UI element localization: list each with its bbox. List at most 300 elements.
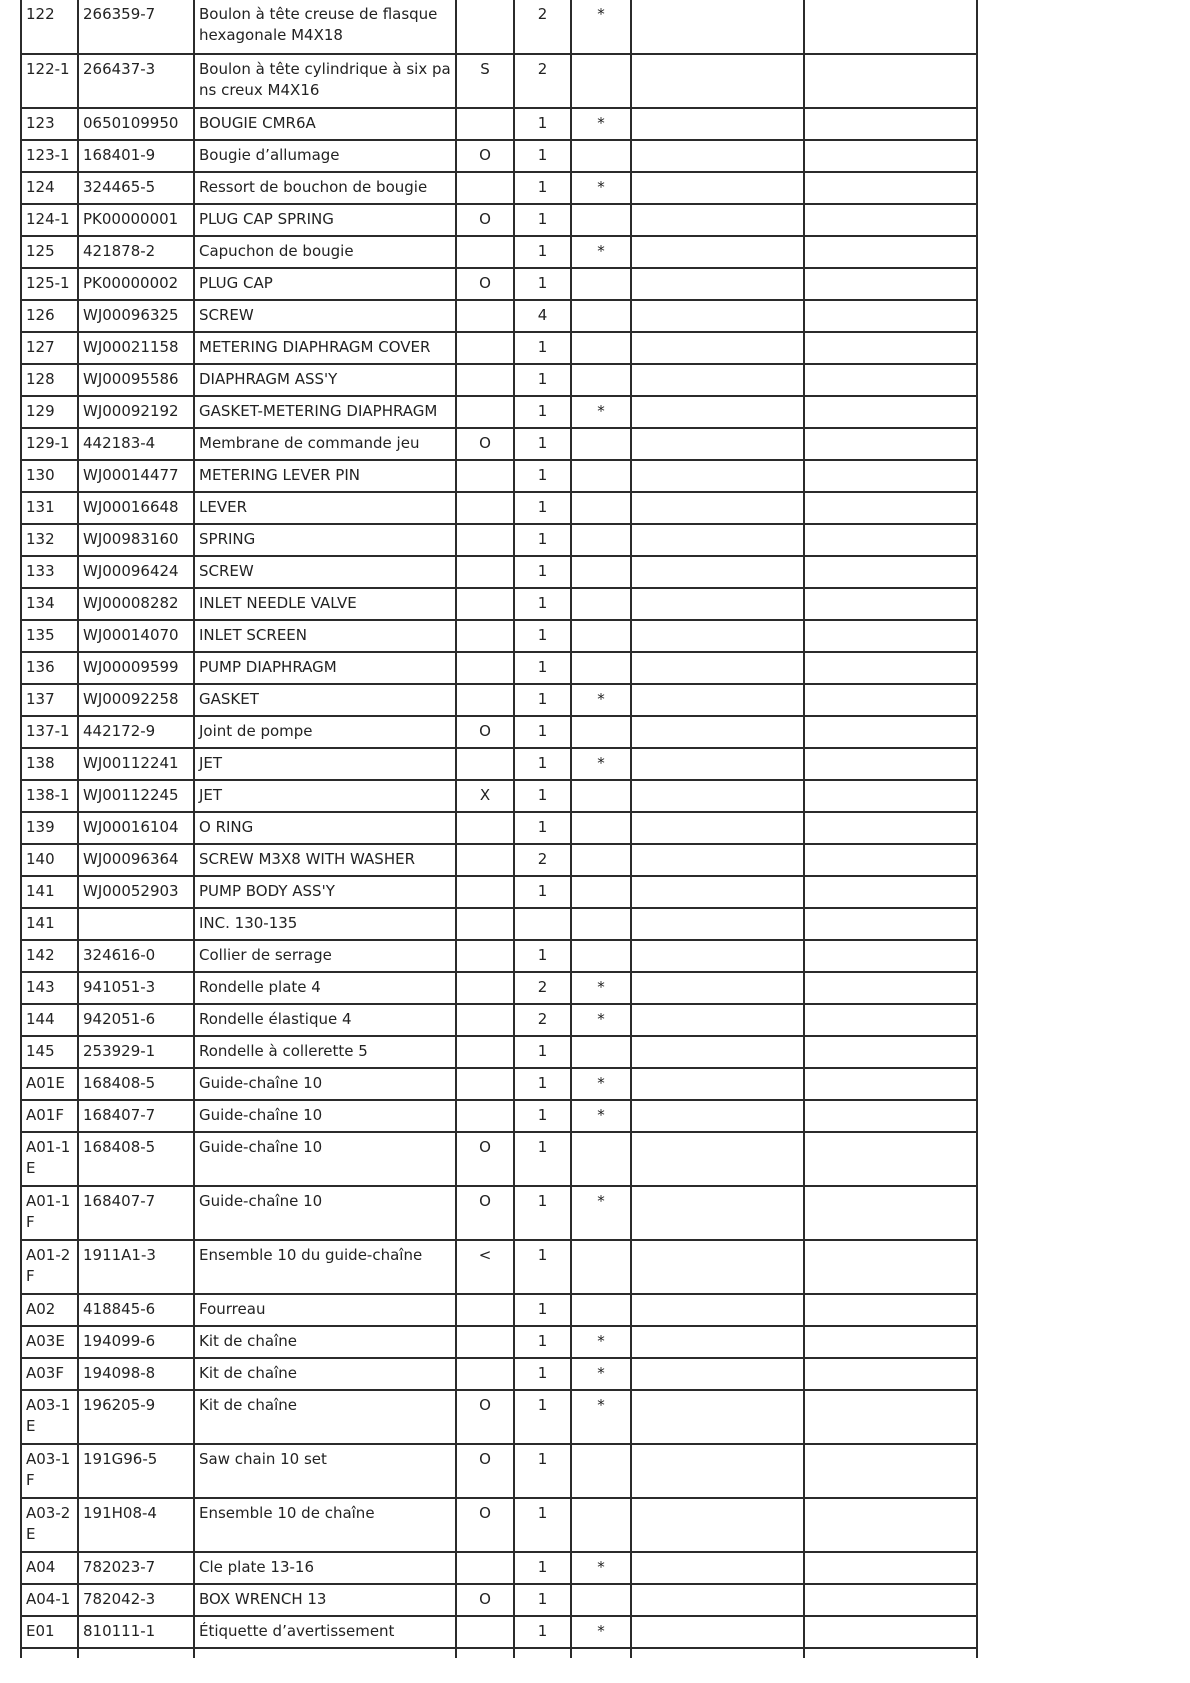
cell-description: SCREW M3X8 WITH WASHER [194, 844, 456, 876]
cell-description: Rondelle plate 4 [194, 972, 456, 1004]
table-row [21, 332, 977, 364]
cell-description: JET [194, 748, 456, 780]
cell-blank-1 [631, 748, 804, 780]
cell-blank-1 [631, 1326, 804, 1358]
cell-code [456, 876, 514, 908]
cell-blank-1 [631, 684, 804, 716]
cell-ref-no: A01-2 F [21, 1240, 78, 1294]
cell-description: Rondelle à collerette 5 [194, 1036, 456, 1068]
cell-blank-2 [804, 1358, 977, 1390]
cell-description: METERING DIAPHRAGM COVER [194, 332, 456, 364]
cell-ref-no: A01F [21, 1100, 78, 1132]
cell-code: O [456, 1132, 514, 1186]
cell-part-number: 810111-1 [78, 1616, 194, 1648]
cell-mark [571, 268, 631, 300]
cell-description: Cle plate 13-16 [194, 1552, 456, 1584]
cell-ref-no: 124-1 [21, 204, 78, 236]
cell-quantity: 1 [514, 140, 571, 172]
cell-part-number: 421878-2 [78, 236, 194, 268]
cell-description: Kit de chaîne [194, 1326, 456, 1358]
cell-blank-2 [804, 396, 977, 428]
cell-quantity: 1 [514, 172, 571, 204]
table-row [21, 876, 977, 908]
cell-blank-2 [804, 1036, 977, 1068]
cell-description: Kit de chaîne [194, 1390, 456, 1444]
cell-ref-no: 141 [21, 908, 78, 940]
cell-mark [571, 204, 631, 236]
table-row [21, 396, 977, 428]
cell-description: Bougie d’allumage [194, 140, 456, 172]
cell-part-number: WJ00092258 [78, 684, 194, 716]
cell-quantity: 1 [514, 1584, 571, 1616]
cell-blank-2 [804, 1068, 977, 1100]
cell-empty [194, 1648, 456, 1658]
cell-code [456, 1068, 514, 1100]
cell-code: O [456, 1498, 514, 1552]
cell-description: Guide-chaîne 10 [194, 1132, 456, 1186]
cell-blank-1 [631, 908, 804, 940]
cell-code: X [456, 780, 514, 812]
cell-blank-1 [631, 300, 804, 332]
cell-code [456, 1616, 514, 1648]
cell-blank-1 [631, 1186, 804, 1240]
cell-blank-1 [631, 396, 804, 428]
cell-blank-1 [631, 652, 804, 684]
cell-blank-1 [631, 1294, 804, 1326]
cell-mark [571, 1132, 631, 1186]
cell-mark: * [571, 108, 631, 140]
cell-code [456, 1004, 514, 1036]
cell-blank-2 [804, 236, 977, 268]
cell-blank-1 [631, 876, 804, 908]
cell-mark [571, 556, 631, 588]
cell-description: Collier de serrage [194, 940, 456, 972]
cell-part-number: 266437-3 [78, 54, 194, 108]
cell-quantity: 1 [514, 1036, 571, 1068]
cell-blank-2 [804, 556, 977, 588]
cell-blank-1 [631, 524, 804, 556]
cell-part-number: 442172-9 [78, 716, 194, 748]
cell-quantity: 1 [514, 1186, 571, 1240]
cell-empty [631, 1648, 804, 1658]
cell-blank-1 [631, 1004, 804, 1036]
cell-blank-1 [631, 460, 804, 492]
table-row-cutoff [21, 1648, 977, 1658]
cell-description: GASKET-METERING DIAPHRAGM [194, 396, 456, 428]
cell-mark [571, 940, 631, 972]
table-row [21, 1036, 977, 1068]
cell-quantity: 1 [514, 620, 571, 652]
cell-blank-1 [631, 1240, 804, 1294]
cell-description: BOX WRENCH 13 [194, 1584, 456, 1616]
cell-code [456, 972, 514, 1004]
cell-mark: * [571, 1326, 631, 1358]
table-row [21, 364, 977, 396]
cell-mark [571, 876, 631, 908]
cell-blank-2 [804, 876, 977, 908]
cell-part-number: 253929-1 [78, 1036, 194, 1068]
cell-ref-no: 138 [21, 748, 78, 780]
cell-code [456, 1036, 514, 1068]
cell-description: Ensemble 10 du guide-chaîne [194, 1240, 456, 1294]
cell-quantity: 1 [514, 940, 571, 972]
table-row [21, 972, 977, 1004]
cell-quantity: 1 [514, 1616, 571, 1648]
cell-blank-1 [631, 236, 804, 268]
cell-ref-no: 124 [21, 172, 78, 204]
cell-mark: * [571, 684, 631, 716]
cell-quantity: 1 [514, 1444, 571, 1498]
cell-ref-no: 137-1 [21, 716, 78, 748]
cell-part-number: 194098-8 [78, 1358, 194, 1390]
cell-blank-2 [804, 1616, 977, 1648]
cell-code [456, 684, 514, 716]
cell-ref-no: A03-1 F [21, 1444, 78, 1498]
cell-part-number: WJ00016648 [78, 492, 194, 524]
cell-quantity: 1 [514, 428, 571, 460]
table-row [21, 492, 977, 524]
cell-ref-no: A03-2 E [21, 1498, 78, 1552]
cell-mark: * [571, 1616, 631, 1648]
cell-blank-1 [631, 716, 804, 748]
cell-part-number: 0650109950 [78, 108, 194, 140]
cell-part-number: 266359-7 [78, 0, 194, 54]
cell-quantity: 1 [514, 1068, 571, 1100]
cell-quantity: 1 [514, 396, 571, 428]
parts-table [20, 0, 978, 1658]
cell-blank-2 [804, 204, 977, 236]
cell-part-number: WJ00112245 [78, 780, 194, 812]
cell-blank-2 [804, 652, 977, 684]
cell-blank-1 [631, 972, 804, 1004]
cell-ref-no: 126 [21, 300, 78, 332]
cell-quantity: 1 [514, 236, 571, 268]
cell-mark [571, 620, 631, 652]
cell-blank-1 [631, 1358, 804, 1390]
table-row [21, 236, 977, 268]
cell-description: Boulon à tête cylindrique à six pa ns creux M4X16 [194, 54, 456, 108]
cell-blank-2 [804, 54, 977, 108]
table-row [21, 1552, 977, 1584]
cell-ref-no: E01 [21, 1616, 78, 1648]
cell-empty [804, 1648, 977, 1658]
cell-ref-no: 142 [21, 940, 78, 972]
cell-mark: * [571, 1068, 631, 1100]
cell-blank-2 [804, 1584, 977, 1616]
cell-code [456, 1100, 514, 1132]
cell-quantity: 1 [514, 588, 571, 620]
cell-quantity: 1 [514, 108, 571, 140]
cell-ref-no: 145 [21, 1036, 78, 1068]
cell-quantity: 1 [514, 780, 571, 812]
cell-mark [571, 588, 631, 620]
table-row [21, 1444, 977, 1498]
cell-part-number: WJ00014070 [78, 620, 194, 652]
cell-ref-no: 132 [21, 524, 78, 556]
cell-code [456, 492, 514, 524]
cell-mark [571, 1240, 631, 1294]
cell-mark [571, 1036, 631, 1068]
cell-mark [571, 524, 631, 556]
cell-ref-no: A01-1 F [21, 1186, 78, 1240]
cell-blank-2 [804, 1186, 977, 1240]
cell-blank-2 [804, 0, 977, 54]
cell-part-number: 418845-6 [78, 1294, 194, 1326]
cell-part-number: WJ00092192 [78, 396, 194, 428]
cell-empty [514, 1648, 571, 1658]
cell-part-number: WJ00016104 [78, 812, 194, 844]
cell-code [456, 236, 514, 268]
cell-code [456, 108, 514, 140]
cell-code: O [456, 716, 514, 748]
cell-blank-2 [804, 332, 977, 364]
cell-blank-2 [804, 844, 977, 876]
cell-part-number: WJ00096424 [78, 556, 194, 588]
cell-description: PLUG CAP [194, 268, 456, 300]
cell-code [456, 556, 514, 588]
cell-description: Guide-chaîne 10 [194, 1100, 456, 1132]
cell-empty [21, 1648, 78, 1658]
cell-blank-2 [804, 108, 977, 140]
table-row [21, 524, 977, 556]
cell-code [456, 652, 514, 684]
cell-blank-1 [631, 1552, 804, 1584]
cell-blank-1 [631, 204, 804, 236]
cell-ref-no: 130 [21, 460, 78, 492]
cell-blank-2 [804, 1294, 977, 1326]
cell-blank-1 [631, 780, 804, 812]
cell-blank-2 [804, 1132, 977, 1186]
cell-empty [456, 1648, 514, 1658]
cell-description: INLET NEEDLE VALVE [194, 588, 456, 620]
cell-quantity: 1 [514, 204, 571, 236]
cell-blank-2 [804, 812, 977, 844]
cell-mark: * [571, 1004, 631, 1036]
cell-part-number: 168408-5 [78, 1132, 194, 1186]
cell-mark [571, 844, 631, 876]
cell-empty [571, 1648, 631, 1658]
cell-blank-1 [631, 940, 804, 972]
cell-code [456, 1552, 514, 1584]
cell-quantity: 1 [514, 652, 571, 684]
cell-mark [571, 1444, 631, 1498]
cell-ref-no: A01E [21, 1068, 78, 1100]
cell-quantity: 1 [514, 748, 571, 780]
table-row [21, 54, 977, 108]
table-row [21, 1358, 977, 1390]
cell-code [456, 460, 514, 492]
cell-part-number [78, 908, 194, 940]
cell-blank-2 [804, 268, 977, 300]
cell-mark [571, 780, 631, 812]
cell-description: LEVER [194, 492, 456, 524]
cell-part-number: 191H08-4 [78, 1498, 194, 1552]
table-row [21, 1294, 977, 1326]
table-row [21, 748, 977, 780]
cell-ref-no: 125-1 [21, 268, 78, 300]
cell-description: Kit de chaîne [194, 1358, 456, 1390]
cell-ref-no: 128 [21, 364, 78, 396]
cell-code [456, 172, 514, 204]
cell-part-number: 942051-6 [78, 1004, 194, 1036]
cell-part-number: 941051-3 [78, 972, 194, 1004]
cell-description: DIAPHRAGM ASS'Y [194, 364, 456, 396]
cell-ref-no: 140 [21, 844, 78, 876]
cell-code [456, 364, 514, 396]
cell-code [456, 1294, 514, 1326]
cell-quantity: 4 [514, 300, 571, 332]
cell-mark [571, 716, 631, 748]
cell-quantity: 1 [514, 1552, 571, 1584]
cell-part-number: 782023-7 [78, 1552, 194, 1584]
cell-quantity: 1 [514, 1358, 571, 1390]
cell-description: PUMP DIAPHRAGM [194, 652, 456, 684]
cell-mark [571, 460, 631, 492]
cell-blank-1 [631, 108, 804, 140]
cell-code [456, 332, 514, 364]
cell-blank-1 [631, 1616, 804, 1648]
cell-code: O [456, 204, 514, 236]
table-row [21, 1240, 977, 1294]
cell-ref-no: 127 [21, 332, 78, 364]
cell-code: O [456, 140, 514, 172]
cell-quantity: 1 [514, 1390, 571, 1444]
cell-mark: * [571, 236, 631, 268]
cell-ref-no: A03F [21, 1358, 78, 1390]
cell-code [456, 1358, 514, 1390]
cell-blank-2 [804, 1100, 977, 1132]
cell-code: O [456, 1444, 514, 1498]
cell-quantity: 1 [514, 812, 571, 844]
cell-mark [571, 492, 631, 524]
cell-code [456, 908, 514, 940]
table-row [21, 140, 977, 172]
cell-ref-no: 135 [21, 620, 78, 652]
cell-description: SCREW [194, 300, 456, 332]
cell-code: O [456, 428, 514, 460]
cell-quantity: 1 [514, 1294, 571, 1326]
cell-description: Ensemble 10 de chaîne [194, 1498, 456, 1552]
table-row [21, 940, 977, 972]
cell-part-number: 782042-3 [78, 1584, 194, 1616]
cell-description: Saw chain 10 set [194, 1444, 456, 1498]
table-row [21, 780, 977, 812]
cell-description: BOUGIE CMR6A [194, 108, 456, 140]
cell-description: JET [194, 780, 456, 812]
cell-part-number: 324616-0 [78, 940, 194, 972]
cell-quantity: 1 [514, 1326, 571, 1358]
cell-blank-1 [631, 1068, 804, 1100]
cell-mark [571, 300, 631, 332]
cell-description: Boulon à tête creuse de flasque hexagonale M4X18 [194, 0, 456, 54]
cell-ref-no: 129 [21, 396, 78, 428]
cell-part-number: 168401-9 [78, 140, 194, 172]
cell-ref-no: 139 [21, 812, 78, 844]
cell-blank-2 [804, 172, 977, 204]
cell-code [456, 0, 514, 54]
table-row [21, 556, 977, 588]
cell-part-number: PK00000001 [78, 204, 194, 236]
cell-blank-2 [804, 1498, 977, 1552]
cell-part-number: 442183-4 [78, 428, 194, 460]
cell-quantity: 1 [514, 524, 571, 556]
cell-blank-1 [631, 1584, 804, 1616]
cell-blank-2 [804, 1004, 977, 1036]
parts-list-sheet [20, 0, 976, 1658]
table-row [21, 588, 977, 620]
cell-blank-2 [804, 908, 977, 940]
cell-mark [571, 428, 631, 460]
table-row [21, 108, 977, 140]
cell-part-number: 196205-9 [78, 1390, 194, 1444]
cell-mark: * [571, 1100, 631, 1132]
cell-description: PLUG CAP SPRING [194, 204, 456, 236]
table-row [21, 1132, 977, 1186]
table-row [21, 1100, 977, 1132]
table-row [21, 172, 977, 204]
cell-empty [78, 1648, 194, 1658]
cell-quantity: 2 [514, 54, 571, 108]
cell-code [456, 620, 514, 652]
cell-mark: * [571, 1390, 631, 1444]
cell-blank-2 [804, 940, 977, 972]
cell-quantity: 1 [514, 364, 571, 396]
cell-mark [571, 1584, 631, 1616]
cell-blank-2 [804, 972, 977, 1004]
cell-mark: * [571, 972, 631, 1004]
cell-part-number: WJ00014477 [78, 460, 194, 492]
cell-code: O [456, 1390, 514, 1444]
table-row [21, 1326, 977, 1358]
cell-ref-no: 134 [21, 588, 78, 620]
cell-mark [571, 364, 631, 396]
cell-part-number: WJ00095586 [78, 364, 194, 396]
cell-description: PUMP BODY ASS'Y [194, 876, 456, 908]
cell-description: Fourreau [194, 1294, 456, 1326]
cell-quantity: 1 [514, 1100, 571, 1132]
cell-code: O [456, 268, 514, 300]
cell-blank-1 [631, 1498, 804, 1552]
cell-description: GASKET [194, 684, 456, 716]
cell-description: INC. 130-135 [194, 908, 456, 940]
cell-blank-2 [804, 300, 977, 332]
table-row [21, 908, 977, 940]
cell-part-number: 168407-7 [78, 1100, 194, 1132]
cell-code [456, 844, 514, 876]
cell-blank-2 [804, 620, 977, 652]
table-row [21, 1584, 977, 1616]
cell-blank-1 [631, 556, 804, 588]
cell-code: O [456, 1584, 514, 1616]
table-row [21, 1004, 977, 1036]
cell-ref-no: 144 [21, 1004, 78, 1036]
cell-mark [571, 812, 631, 844]
cell-blank-2 [804, 492, 977, 524]
cell-code [456, 748, 514, 780]
cell-blank-2 [804, 1390, 977, 1444]
cell-code: < [456, 1240, 514, 1294]
cell-part-number: 1911A1-3 [78, 1240, 194, 1294]
cell-ref-no: A04-1 [21, 1584, 78, 1616]
cell-blank-1 [631, 1444, 804, 1498]
cell-blank-1 [631, 172, 804, 204]
cell-ref-no: 136 [21, 652, 78, 684]
cell-blank-1 [631, 588, 804, 620]
cell-blank-1 [631, 812, 804, 844]
cell-description: SPRING [194, 524, 456, 556]
cell-blank-2 [804, 780, 977, 812]
cell-ref-no: 143 [21, 972, 78, 1004]
